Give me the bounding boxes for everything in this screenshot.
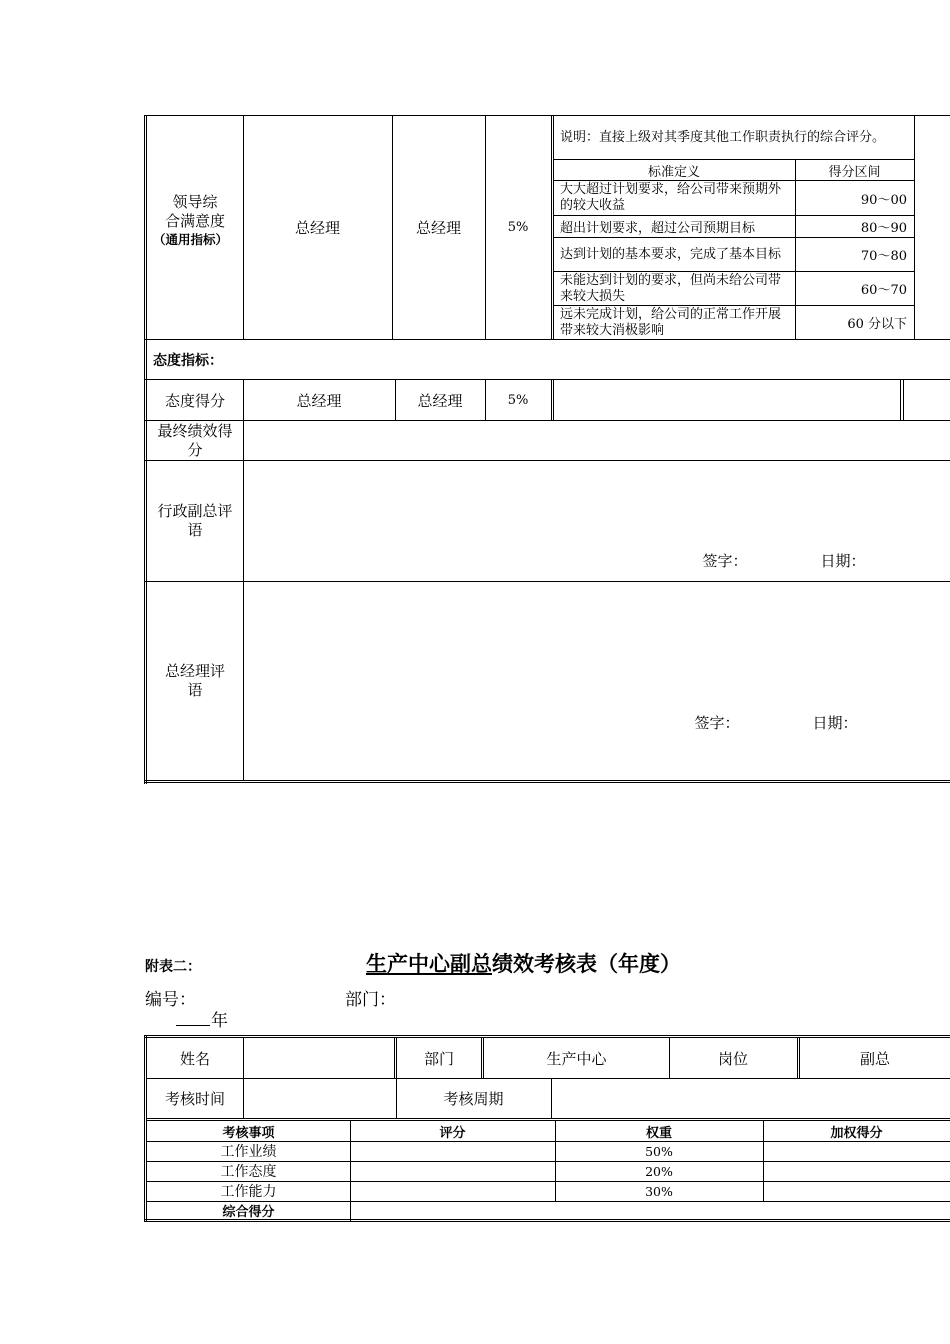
description-text: 说明：直接上级对其季度其他工作职责执行的综合评分。	[560, 129, 886, 145]
criteria-range: 70～80	[860, 249, 907, 264]
admin-comment-label: 行政副总评语	[157, 502, 233, 539]
attitude-reviewer: 总经理	[417, 391, 463, 410]
weight-cell: 5%	[507, 219, 529, 235]
attitude-weight: 5%	[507, 392, 529, 408]
dept-cell-label: 部门	[423, 1049, 454, 1068]
table-row-item: 工作态度	[220, 1164, 277, 1180]
appendix-title-rest: 绩效考核表（年度）	[492, 952, 681, 976]
appendix-label: 附表二：	[145, 959, 201, 975]
period-label: 考核周期	[443, 1089, 504, 1108]
appendix-title	[366, 948, 681, 978]
table-row-weight: 50%	[645, 1143, 673, 1159]
criteria-range: 90～00	[860, 192, 907, 208]
admin-sign-label: 签字：	[702, 551, 748, 570]
header-weighted-score: 加权得分	[830, 1125, 883, 1141]
criteria-header: 标准定义	[647, 164, 700, 180]
table-border-bottom	[144, 780, 950, 783]
appendix-title-underlined: 生产中心副总	[366, 952, 492, 976]
position-label: 岗位	[717, 1049, 748, 1068]
table-row-weight: 30%	[645, 1183, 673, 1199]
gm-sign-label: 签字：	[694, 713, 740, 732]
time-label: 考核时间	[164, 1089, 225, 1108]
reviewer-cell: 总经理	[415, 218, 461, 237]
year-label: 年	[211, 1011, 228, 1031]
criteria-definition: 达到计划的基本要求，完成了基本目标	[560, 246, 782, 262]
header-score: 评分	[439, 1125, 466, 1141]
indicator-note: （通用指标）	[153, 232, 229, 247]
final-score-label: 最终绩效得分	[157, 421, 233, 459]
criteria-definition: 超出计划要求，超过公司预期目标	[560, 221, 756, 236]
position-value: 副总	[859, 1049, 890, 1068]
year-blank	[176, 1025, 210, 1026]
criteria-definition: 未能达到计划的要求，但尚未给公司带来较大损失	[560, 272, 782, 304]
indicator-name-line2: 合满意度	[164, 212, 225, 230]
dept-label: 部门：	[345, 990, 396, 1010]
total-label: 综合得分	[222, 1205, 275, 1220]
table-row-item: 工作业绩	[220, 1144, 277, 1160]
criteria-definition: 大大超过计划要求，给公司带来预期外的较大收益	[560, 182, 782, 213]
table-row-item: 工作能力	[220, 1184, 277, 1200]
attitude-name: 态度得分	[164, 391, 225, 410]
dept-value: 生产中心	[546, 1049, 607, 1068]
admin-date-label: 日期：	[820, 551, 866, 570]
range-header: 得分区间	[828, 164, 881, 180]
assessor-cell: 总经理	[294, 218, 340, 237]
indicator-name-line1: 领导综	[172, 193, 218, 212]
criteria-range: 60～70	[860, 283, 907, 298]
table-row-weight: 20%	[645, 1163, 673, 1179]
attitude-section-title: 态度指标：	[153, 352, 223, 369]
attitude-assessor: 总经理	[296, 391, 342, 410]
indicator-name	[147, 190, 243, 234]
header-weight: 权重	[645, 1125, 672, 1141]
criteria-definition: 远未完成计划，给公司的正常工作开展带来较大消极影响	[560, 306, 782, 338]
criteria-range: 60 分以下	[847, 317, 907, 332]
header-item: 考核事项	[222, 1125, 275, 1141]
number-label: 编号：	[145, 990, 196, 1010]
gm-comment-label: 总经理评语	[164, 662, 225, 699]
criteria-range: 80～90	[860, 221, 907, 236]
gm-date-label: 日期：	[812, 713, 858, 732]
name-label: 姓名	[179, 1049, 210, 1068]
